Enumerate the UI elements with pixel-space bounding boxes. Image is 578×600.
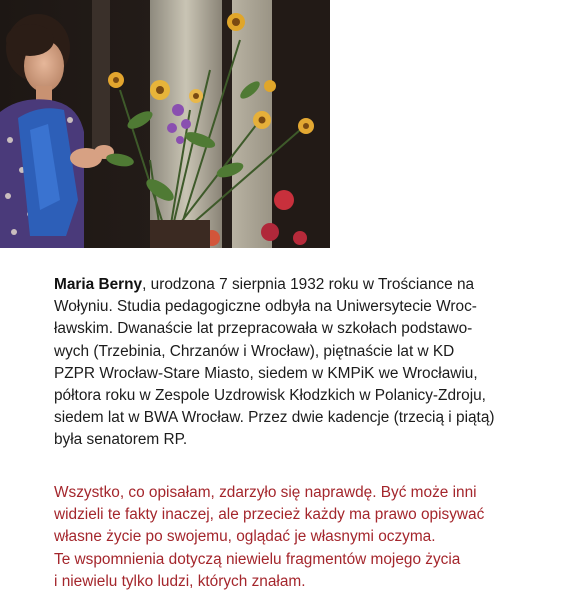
author-portrait-photo	[0, 0, 330, 248]
bio-line-6: półtora roku w Zespole Uzdrowisk Kłodzkich w Polanicy-Zdroju,	[54, 387, 486, 405]
bio-line-3: ławskim. Dwanaście lat przepracowała w szkołach podstawo-	[54, 320, 473, 338]
portrait-image	[0, 0, 330, 248]
author-name: Maria Berny	[54, 276, 143, 293]
bio-line-4: wych (Trzebinia, Chrzanów i Wrocław), piętnaście lat w KD	[54, 342, 455, 360]
bio-line-2: Wołyniu. Studia pedagogiczne odbyła na Uniwersytecie Wroc-	[54, 298, 477, 316]
bio-line-1-text: , urodzona 7 sierpnia 1932 roku w Trościance na	[142, 276, 475, 293]
author-quote	[54, 482, 574, 593]
bio-line-8: była senatorem RP.	[54, 431, 188, 449]
quote-line-1: Wszystko, co opisałam, zdarzyło się naprawdę. Być może inni	[54, 484, 477, 501]
quote-line-3: własne życie po swojemu, oglądać je własnymi oczyma.	[54, 528, 436, 546]
bio-line-5: PZPR Wrocław-Stare Miasto, siedem w KMPiK we Wrocławiu,	[54, 364, 478, 382]
quote-line-4: Te wspomnienia dotyczą niewielu fragmentów mojego życia	[54, 550, 461, 568]
bio-line-1	[54, 274, 574, 296]
quote-line-5: i niewielu tylko ludzi, których znałam.	[54, 572, 306, 590]
quote-line-2: widzieli te fakty inaczej, ale przecież każdy ma prawo opisywać	[54, 506, 485, 524]
bio-line-7: siedem lat w BWA Wrocław. Przez dwie kadencje (trzecią i piątą)	[54, 409, 495, 427]
author-biography	[54, 274, 574, 452]
